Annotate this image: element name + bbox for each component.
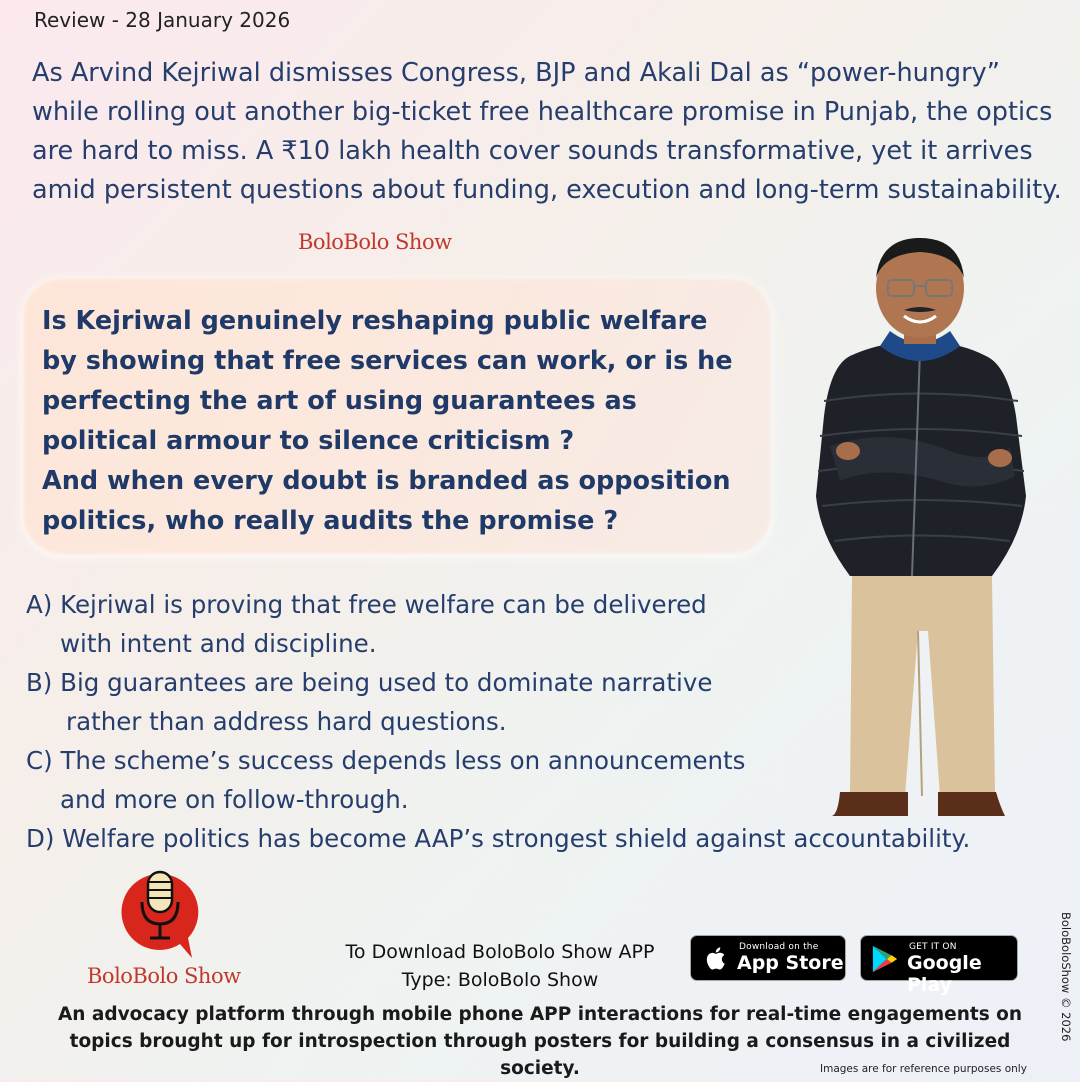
- logo-text: BoloBolo Show: [87, 964, 241, 988]
- option-a[interactable]: [26, 585, 826, 663]
- app-store-label: App Store: [737, 952, 844, 974]
- question-text: [42, 301, 742, 541]
- option-c-rest: and more on follow-through.: [60, 785, 409, 814]
- google-play-small-label: GET IT ON: [909, 942, 957, 952]
- copyright-text: BoloBoloShow © 2026: [1059, 912, 1073, 1042]
- intro-paragraph: As Arvind Kejriwal dismisses Congress, BJP and Akali Dal as “power-hungry” while rolling out another big-ticket free healthcare promise in Punjab, the optics are hard to miss. A ₹10 lakh health cover sounds transformative, yet it arrives amid persistent questions about funding, execution and long-term sustainability.: [32, 58, 1062, 205]
- option-b[interactable]: [26, 663, 826, 741]
- disclaimer: Images are for reference purposes only: [820, 1063, 1027, 1075]
- question-line-1: Is Kejriwal genuinely reshaping public welfare by showing that free services can work, or is he perfecting the art of using guarantees as political armour to silence criticism ?: [42, 306, 733, 456]
- option-c-first: C) The scheme’s success depends less on announcements: [26, 746, 746, 775]
- option-a-rest: with intent and discipline.: [60, 629, 377, 658]
- brand-watermark: BoloBolo Show: [298, 230, 452, 254]
- app-store-small-label: Download on the: [739, 942, 819, 952]
- tagline: An advocacy platform through mobile phone APP interactions for real-time engagements on topics brought up for introspection through posters for building a consensus in a civilized society.: [57, 1004, 1023, 1079]
- google-play-label: Google Play: [907, 952, 982, 996]
- apple-icon: [704, 945, 726, 971]
- option-d-first: D) Welfare politics has become AAP’s strongest shield against accountability.: [26, 824, 971, 853]
- option-b-first: B) Big guarantees are being used to dominate narrative: [26, 668, 713, 697]
- review-date: Review - 28 January 2026: [34, 8, 291, 32]
- copyright-vertical: [1046, 910, 1073, 1060]
- question-line-2: And when every doubt is branded as opposition politics, who really audits the promise ?: [42, 466, 731, 536]
- app-store-badge[interactable]: [690, 935, 846, 981]
- option-b-rest: rather than address hard questions.: [66, 707, 507, 736]
- microphone-icon: [118, 866, 202, 962]
- google-play-icon: [871, 944, 899, 974]
- download-instruction: To Download BoloBolo Show APP: [345, 941, 655, 963]
- google-play-badge[interactable]: [860, 935, 1018, 996]
- option-a-first: A) Kejriwal is proving that free welfare can be delivered: [26, 590, 707, 619]
- option-c[interactable]: [26, 741, 826, 819]
- person-illustration: [810, 236, 1030, 826]
- type-instruction: Type: BoloBolo Show: [401, 969, 599, 991]
